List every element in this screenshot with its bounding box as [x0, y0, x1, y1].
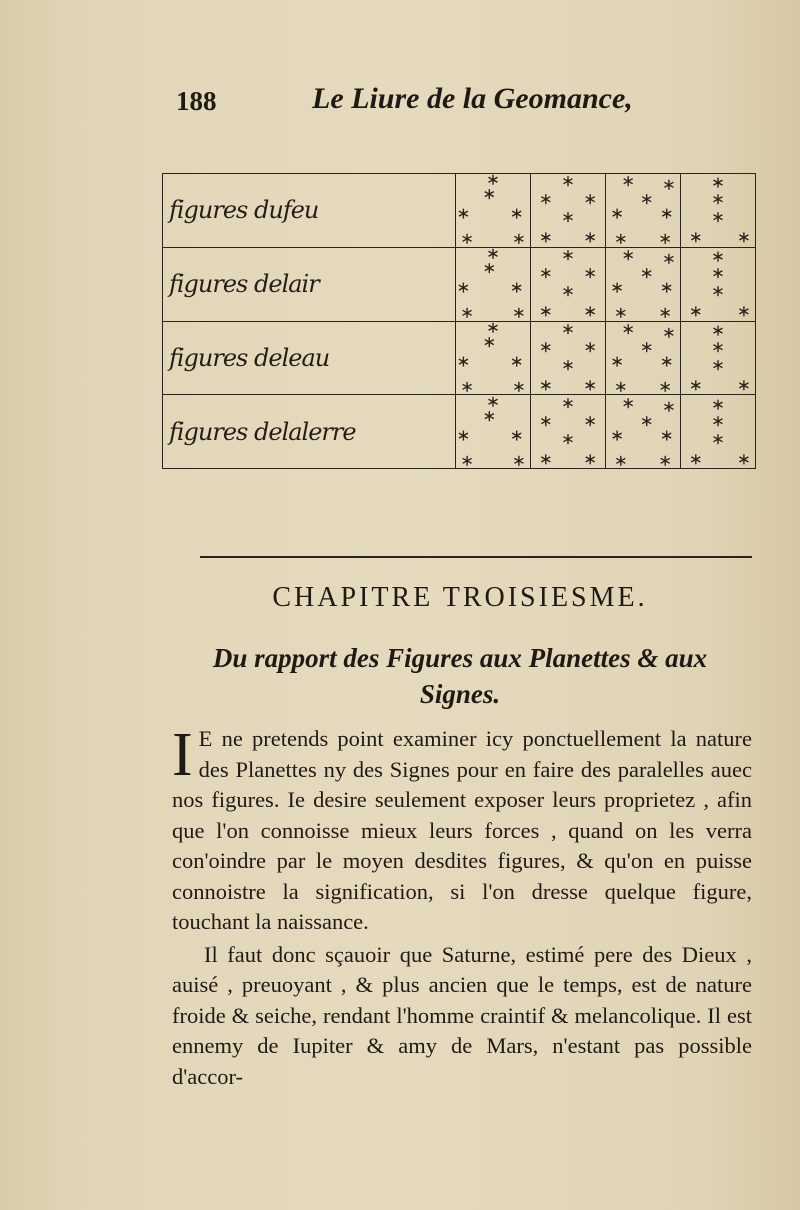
star-mark-icon [616, 234, 625, 244]
figure-cell [531, 321, 606, 395]
star-mark-icon [514, 308, 523, 318]
star-mark-icon [664, 180, 673, 190]
star-mark-icon [714, 213, 723, 223]
star-mark-icon [586, 233, 595, 243]
geomantic-figure-icon [606, 396, 680, 468]
row-label-earth: figures delalerre [163, 395, 456, 469]
table-row [163, 247, 756, 321]
star-mark-icon [541, 342, 550, 352]
star-mark-icon [541, 268, 550, 278]
page-header [170, 80, 710, 120]
geomantic-figure-icon [681, 396, 755, 468]
figure-cell [681, 395, 756, 469]
figure-cell [606, 247, 681, 321]
star-mark-icon [564, 213, 573, 223]
star-mark-icon [662, 356, 671, 366]
figure-cell [531, 247, 606, 321]
star-mark-icon [624, 250, 633, 260]
figure-cell [456, 395, 531, 469]
star-mark-icon [459, 356, 468, 366]
star-mark-icon [586, 416, 595, 426]
running-title: Le Liure de la Geomance, [312, 82, 633, 115]
geomantic-figure-icon [681, 322, 755, 394]
figure-cell [456, 247, 531, 321]
star-mark-icon [541, 454, 550, 464]
star-mark-icon [564, 434, 573, 444]
star-mark-icon [489, 396, 498, 406]
star-mark-icon [459, 283, 468, 293]
figure-cell [606, 321, 681, 395]
star-mark-icon [691, 306, 700, 316]
star-mark-icon [691, 454, 700, 464]
star-mark-icon [514, 455, 523, 465]
star-mark-icon [586, 380, 595, 390]
geomantic-figure-icon [681, 248, 755, 320]
star-mark-icon [714, 195, 723, 205]
figure-cell [606, 395, 681, 469]
star-mark-icon [463, 308, 472, 318]
star-mark-icon [512, 209, 521, 219]
star-mark-icon [485, 263, 494, 273]
paragraph: IE ne pretends point examiner icy ponctuellement la nature des Planettes ny des Signes pour en faire des paralelles auec nos figures. Ie desire seulement exposer leurs proprietez , afin que l'on connoisse mieux leurs forces , quand on les verra con'oindre par le moyen desdites figures, & qu'on en puisse connoistre la signification, si l'on dresse quelque figure, touchant la naissance. [172, 721, 752, 934]
star-mark-icon [541, 306, 550, 316]
paragraph: Il faut donc sçauoir que Saturne, estimé pere des Dieux , auisé , preuoyant , & plus ancien que le temps, est de nature froide & seiche, rendant l'homme craintif & melancolique. Il est ennemy de Iupiter & amy de Mars, n'estant pas possible d'accor- [172, 941, 752, 1089]
chapter-divider [200, 556, 752, 558]
star-mark-icon [714, 252, 723, 262]
star-mark-icon [661, 382, 670, 392]
table-row [163, 174, 756, 248]
star-mark-icon [512, 283, 521, 293]
star-mark-icon [564, 177, 573, 187]
geomantic-figure-icon [456, 322, 530, 394]
star-mark-icon [714, 416, 723, 426]
figure-cell [681, 247, 756, 321]
figure-cell [681, 321, 756, 395]
chapter-subtitle: Du rapport des Figures aux Planettes & aux Signes. [212, 643, 708, 709]
star-mark-icon [564, 360, 573, 370]
star-mark-icon [624, 324, 633, 334]
star-mark-icon [691, 380, 700, 390]
star-mark-icon [512, 430, 521, 440]
star-mark-icon [624, 177, 633, 187]
star-mark-icon [489, 249, 498, 259]
geomantic-figure-icon [606, 248, 680, 320]
star-mark-icon [489, 323, 498, 333]
star-mark-icon [691, 233, 700, 243]
star-mark-icon [485, 190, 494, 200]
geomantic-figure-icon [531, 248, 605, 320]
row-label-water: figures deleau [163, 321, 456, 395]
star-mark-icon [616, 382, 625, 392]
star-mark-icon [664, 328, 673, 338]
star-mark-icon [586, 268, 595, 278]
star-mark-icon [459, 209, 468, 219]
star-mark-icon [739, 233, 748, 243]
star-mark-icon [564, 286, 573, 296]
star-mark-icon [714, 342, 723, 352]
star-mark-icon [613, 430, 622, 440]
star-mark-icon [564, 250, 573, 260]
star-mark-icon [642, 268, 651, 278]
star-mark-icon [616, 455, 625, 465]
row-label-air: figures delair [163, 247, 456, 321]
star-mark-icon [714, 178, 723, 188]
star-mark-icon [739, 380, 748, 390]
star-mark-icon [586, 195, 595, 205]
chapter-title: CHAPITRE TROISIESME. [272, 582, 648, 613]
star-mark-icon [463, 455, 472, 465]
star-mark-icon [664, 401, 673, 411]
geomantic-figure-icon [531, 322, 605, 394]
geomantic-figure-icon [456, 174, 530, 246]
star-mark-icon [739, 454, 748, 464]
star-mark-icon [586, 306, 595, 316]
star-mark-icon [714, 360, 723, 370]
figure-cell [456, 321, 531, 395]
star-mark-icon [463, 234, 472, 244]
star-mark-icon [662, 209, 671, 219]
geomantic-figure-icon [531, 174, 605, 246]
figure-cell [606, 174, 681, 248]
star-mark-icon [714, 434, 723, 444]
star-mark-icon [459, 430, 468, 440]
star-mark-icon [714, 326, 723, 336]
star-mark-icon [586, 454, 595, 464]
star-mark-icon [613, 283, 622, 293]
star-mark-icon [586, 342, 595, 352]
star-mark-icon [541, 416, 550, 426]
star-mark-icon [739, 306, 748, 316]
geomantic-figure-icon [606, 322, 680, 394]
star-mark-icon [489, 175, 498, 185]
star-mark-icon [662, 283, 671, 293]
body-text [172, 721, 752, 1092]
page-number: 188 [176, 86, 217, 116]
geomantic-figure-icon [531, 396, 605, 468]
star-mark-icon [661, 234, 670, 244]
star-mark-icon [541, 380, 550, 390]
table-row [163, 321, 756, 395]
star-mark-icon [541, 195, 550, 205]
table-row [163, 395, 756, 469]
star-mark-icon [661, 455, 670, 465]
geomantic-figure-icon [456, 248, 530, 320]
star-mark-icon [564, 324, 573, 334]
star-mark-icon [624, 398, 633, 408]
geomantic-figure-icon [456, 396, 530, 468]
star-mark-icon [613, 209, 622, 219]
star-mark-icon [485, 337, 494, 347]
geomantic-figures-table [162, 173, 756, 469]
star-mark-icon [541, 233, 550, 243]
star-mark-icon [714, 286, 723, 296]
geomantic-figure-icon [681, 174, 755, 246]
star-mark-icon [613, 356, 622, 366]
star-mark-icon [664, 254, 673, 264]
star-mark-icon [642, 416, 651, 426]
star-mark-icon [714, 268, 723, 278]
figure-cell [531, 174, 606, 248]
star-mark-icon [642, 342, 651, 352]
figure-cell [531, 395, 606, 469]
figure-cell [456, 174, 531, 248]
star-mark-icon [714, 399, 723, 409]
star-mark-icon [514, 234, 523, 244]
row-label-fire: figures dufeu [163, 174, 456, 248]
star-mark-icon [514, 382, 523, 392]
star-mark-icon [512, 356, 521, 366]
star-mark-icon [662, 430, 671, 440]
star-mark-icon [463, 382, 472, 392]
geomantic-figure-icon [606, 174, 680, 246]
star-mark-icon [564, 398, 573, 408]
figure-cell [681, 174, 756, 248]
star-mark-icon [661, 308, 670, 318]
star-mark-icon [616, 308, 625, 318]
star-mark-icon [485, 411, 494, 421]
star-mark-icon [642, 195, 651, 205]
